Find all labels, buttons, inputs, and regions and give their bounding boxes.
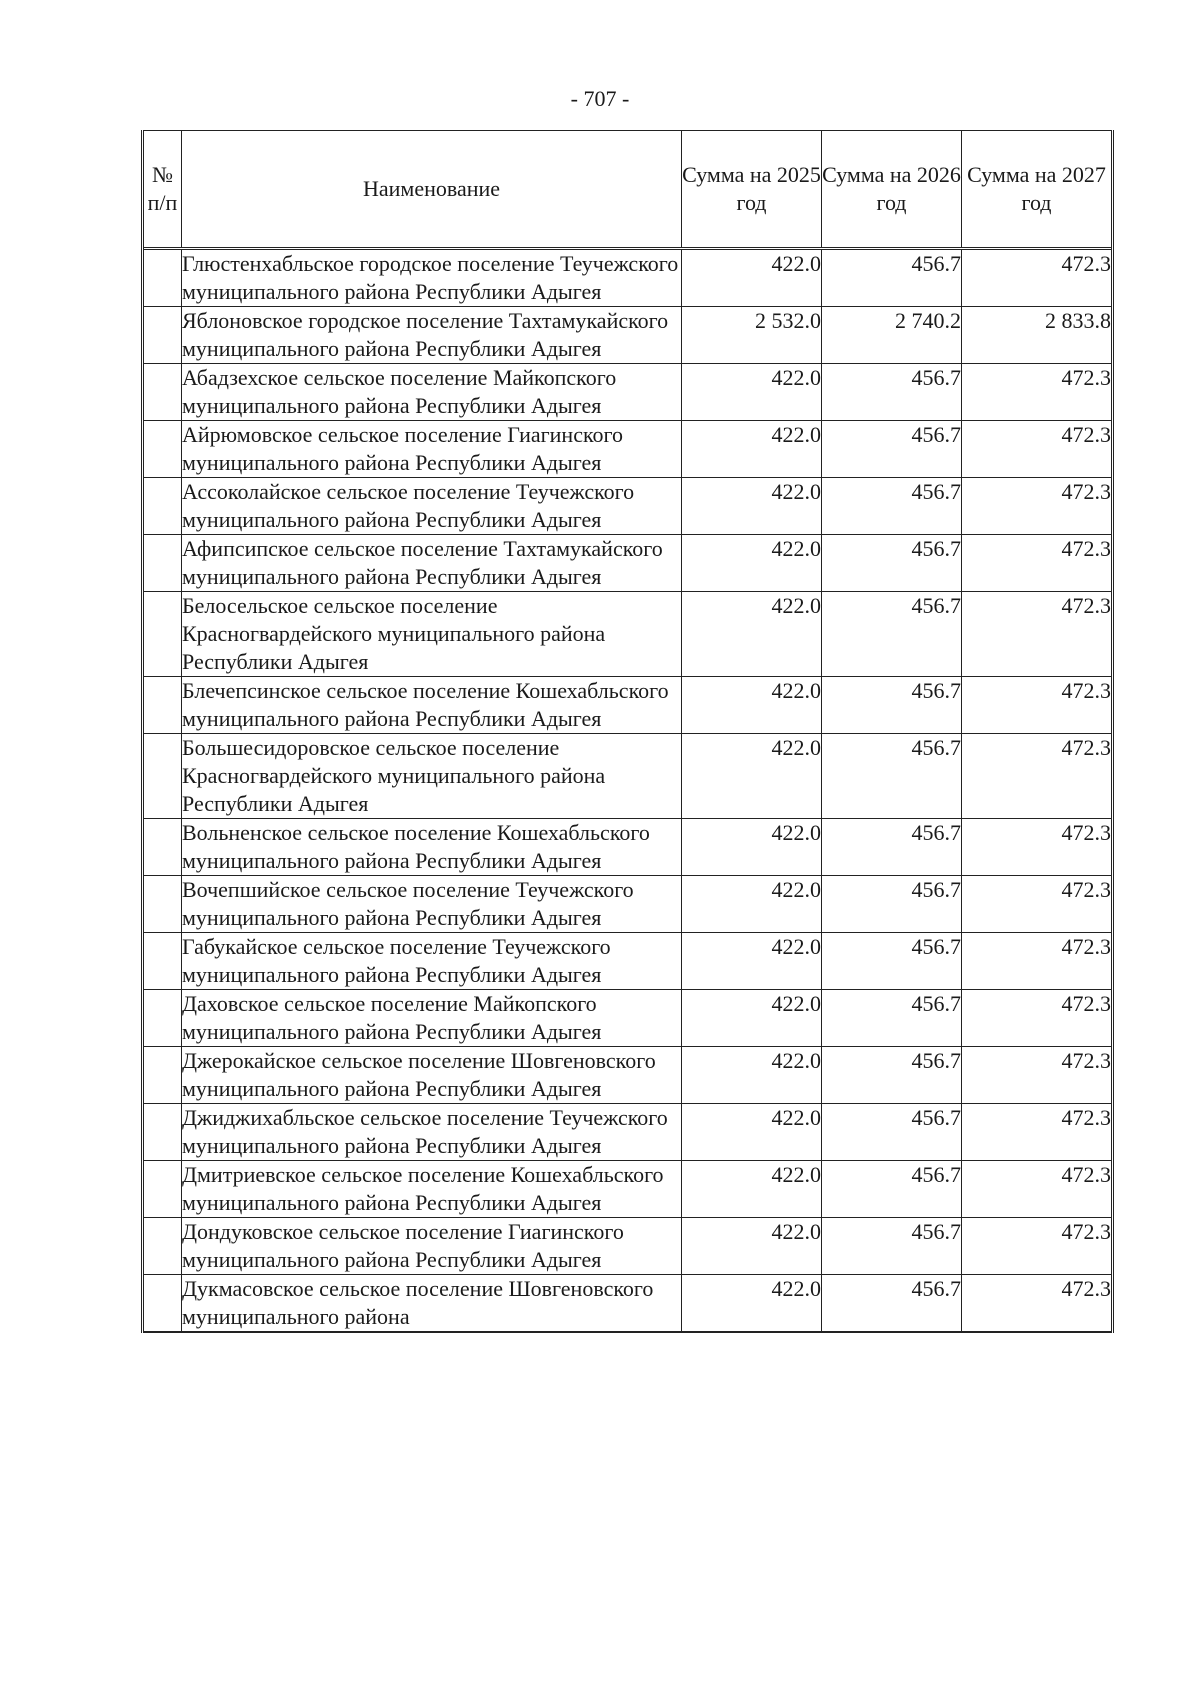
row-amount-2027: 472.3 bbox=[962, 933, 1113, 990]
table-row bbox=[143, 364, 1113, 421]
row-number-cell bbox=[143, 421, 182, 478]
row-name-cell: Глюстенхабльское городское поселение Теучежского муниципального района Республики Адыгея bbox=[182, 249, 682, 307]
header-name: Наименование bbox=[182, 131, 682, 249]
row-number-cell bbox=[143, 677, 182, 734]
row-number-cell bbox=[143, 1047, 182, 1104]
row-name-cell: Даховское сельское поселение Майкопского муниципального района Республики Адыгея bbox=[182, 990, 682, 1047]
row-number-cell bbox=[143, 249, 182, 307]
page-number: - 707 - bbox=[570, 86, 630, 111]
row-name-cell: Джиджихабльское сельское поселение Теучежского муниципального района Республики Адыгея bbox=[182, 1104, 682, 1161]
row-amount-2027: 472.3 bbox=[962, 1275, 1113, 1333]
row-number-cell bbox=[143, 592, 182, 677]
row-amount-2025: 422.0 bbox=[682, 1104, 822, 1161]
row-amount-2027: 472.3 bbox=[962, 1047, 1113, 1104]
row-number-cell bbox=[143, 876, 182, 933]
row-number-cell bbox=[143, 364, 182, 421]
row-amount-2025: 422.0 bbox=[682, 876, 822, 933]
row-amount-2026: 456.7 bbox=[822, 364, 962, 421]
row-name-cell: Вочепшийское сельское поселение Теучежского муниципального района Республики Адыгея bbox=[182, 876, 682, 933]
row-amount-2025: 2 532.0 bbox=[682, 307, 822, 364]
row-amount-2025: 422.0 bbox=[682, 421, 822, 478]
row-name-cell: Дукмасовское сельское поселение Шовгеновского муниципального района bbox=[182, 1275, 682, 1333]
row-amount-2026: 456.7 bbox=[822, 1161, 962, 1218]
row-amount-2027: 472.3 bbox=[962, 364, 1113, 421]
row-amount-2025: 422.0 bbox=[682, 478, 822, 535]
row-amount-2026: 456.7 bbox=[822, 677, 962, 734]
row-amount-2025: 422.0 bbox=[682, 535, 822, 592]
table-row bbox=[143, 478, 1113, 535]
table-row bbox=[143, 990, 1113, 1047]
row-amount-2027: 472.3 bbox=[962, 249, 1113, 307]
table-row bbox=[143, 1047, 1113, 1104]
row-amount-2027: 472.3 bbox=[962, 677, 1113, 734]
row-amount-2026: 456.7 bbox=[822, 819, 962, 876]
row-amount-2026: 456.7 bbox=[822, 876, 962, 933]
header-2027: Сумма на 2027 год bbox=[962, 131, 1113, 249]
table-row bbox=[143, 819, 1113, 876]
table-body bbox=[143, 249, 1113, 1333]
row-number-cell bbox=[143, 734, 182, 819]
row-name-cell: Дондуковское сельское поселение Гиагинского муниципального района Республики Адыгея bbox=[182, 1218, 682, 1275]
table-row bbox=[143, 734, 1113, 819]
row-name-cell: Джерокайское сельское поселение Шовгеновского муниципального района Республики Адыгея bbox=[182, 1047, 682, 1104]
row-amount-2026: 456.7 bbox=[822, 1218, 962, 1275]
table-row bbox=[143, 1275, 1113, 1333]
row-number-cell bbox=[143, 535, 182, 592]
budget-table bbox=[141, 130, 1114, 1333]
row-number-cell bbox=[143, 478, 182, 535]
row-name-cell: Дмитриевское сельское поселение Кошехабльского муниципального района Республики Адыгея bbox=[182, 1161, 682, 1218]
row-name-cell: Вольненское сельское поселение Кошехабльского муниципального района Республики Адыгея bbox=[182, 819, 682, 876]
row-amount-2025: 422.0 bbox=[682, 1161, 822, 1218]
header-2025: Сумма на 2025 год bbox=[682, 131, 822, 249]
table-row bbox=[143, 421, 1113, 478]
row-amount-2026: 456.7 bbox=[822, 249, 962, 307]
row-number-cell bbox=[143, 819, 182, 876]
row-amount-2025: 422.0 bbox=[682, 1047, 822, 1104]
row-amount-2026: 2 740.2 bbox=[822, 307, 962, 364]
row-amount-2025: 422.0 bbox=[682, 249, 822, 307]
row-name-cell: Абадзехское сельское поселение Майкопского муниципального района Республики Адыгея bbox=[182, 364, 682, 421]
row-name-cell: Габукайское сельское поселение Теучежского муниципального района Республики Адыгея bbox=[182, 933, 682, 990]
header-2026: Сумма на 2026 год bbox=[822, 131, 962, 249]
table-row bbox=[143, 1218, 1113, 1275]
table-row bbox=[143, 249, 1113, 307]
row-amount-2025: 422.0 bbox=[682, 933, 822, 990]
table-row bbox=[143, 933, 1113, 990]
row-number-cell bbox=[143, 1218, 182, 1275]
row-amount-2025: 422.0 bbox=[682, 1218, 822, 1275]
table-row bbox=[143, 1161, 1113, 1218]
table-row bbox=[143, 592, 1113, 677]
row-amount-2026: 456.7 bbox=[822, 933, 962, 990]
row-amount-2025: 422.0 bbox=[682, 990, 822, 1047]
row-amount-2027: 472.3 bbox=[962, 1104, 1113, 1161]
row-amount-2027: 472.3 bbox=[962, 421, 1113, 478]
header-row bbox=[143, 131, 1113, 249]
row-name-cell: Айрюмовское сельское поселение Гиагинского муниципального района Республики Адыгея bbox=[182, 421, 682, 478]
row-amount-2027: 472.3 bbox=[962, 819, 1113, 876]
row-amount-2026: 456.7 bbox=[822, 1275, 962, 1333]
row-amount-2026: 456.7 bbox=[822, 1047, 962, 1104]
row-name-cell: Блечепсинское сельское поселение Кошехабльского муниципального района Республики Адыгея bbox=[182, 677, 682, 734]
row-name-cell: Яблоновское городское поселение Тахтамукайского муниципального района Республики Адыгея bbox=[182, 307, 682, 364]
row-number-cell bbox=[143, 990, 182, 1047]
row-amount-2025: 422.0 bbox=[682, 1275, 822, 1333]
row-number-cell bbox=[143, 1161, 182, 1218]
row-number-cell bbox=[143, 1275, 182, 1333]
row-amount-2025: 422.0 bbox=[682, 734, 822, 819]
row-amount-2027: 472.3 bbox=[962, 478, 1113, 535]
row-amount-2027: 472.3 bbox=[962, 876, 1113, 933]
row-number-cell bbox=[143, 1104, 182, 1161]
table-row bbox=[143, 876, 1113, 933]
row-amount-2025: 422.0 bbox=[682, 592, 822, 677]
row-number-cell bbox=[143, 933, 182, 990]
table-row bbox=[143, 535, 1113, 592]
row-amount-2027: 472.3 bbox=[962, 535, 1113, 592]
row-amount-2025: 422.0 bbox=[682, 677, 822, 734]
table-header bbox=[143, 131, 1113, 249]
header-num: № п/п bbox=[143, 131, 182, 249]
row-amount-2026: 456.7 bbox=[822, 1104, 962, 1161]
row-amount-2026: 456.7 bbox=[822, 421, 962, 478]
table-row bbox=[143, 677, 1113, 734]
row-amount-2026: 456.7 bbox=[822, 535, 962, 592]
row-name-cell: Белосельское сельское поселение Красногвардейского муниципального района Республики Адыгея bbox=[182, 592, 682, 677]
table-row bbox=[143, 307, 1113, 364]
row-name-cell: Афипсипское сельское поселение Тахтамукайского муниципального района Республики Адыгея bbox=[182, 535, 682, 592]
row-amount-2027: 472.3 bbox=[962, 1161, 1113, 1218]
row-amount-2026: 456.7 bbox=[822, 478, 962, 535]
row-name-cell: Большесидоровское сельское поселение Красногвардейского муниципального района Республики Адыгея bbox=[182, 734, 682, 819]
row-number-cell bbox=[143, 307, 182, 364]
row-amount-2027: 472.3 bbox=[962, 592, 1113, 677]
row-amount-2025: 422.0 bbox=[682, 819, 822, 876]
row-amount-2026: 456.7 bbox=[822, 734, 962, 819]
row-amount-2025: 422.0 bbox=[682, 364, 822, 421]
table-row bbox=[143, 1104, 1113, 1161]
row-amount-2027: 472.3 bbox=[962, 1218, 1113, 1275]
row-amount-2026: 456.7 bbox=[822, 592, 962, 677]
row-amount-2027: 472.3 bbox=[962, 990, 1113, 1047]
row-amount-2027: 472.3 bbox=[962, 734, 1113, 819]
row-amount-2026: 456.7 bbox=[822, 990, 962, 1047]
row-name-cell: Ассоколайское сельское поселение Теучежского муниципального района Республики Адыгея bbox=[182, 478, 682, 535]
row-amount-2027: 2 833.8 bbox=[962, 307, 1113, 364]
